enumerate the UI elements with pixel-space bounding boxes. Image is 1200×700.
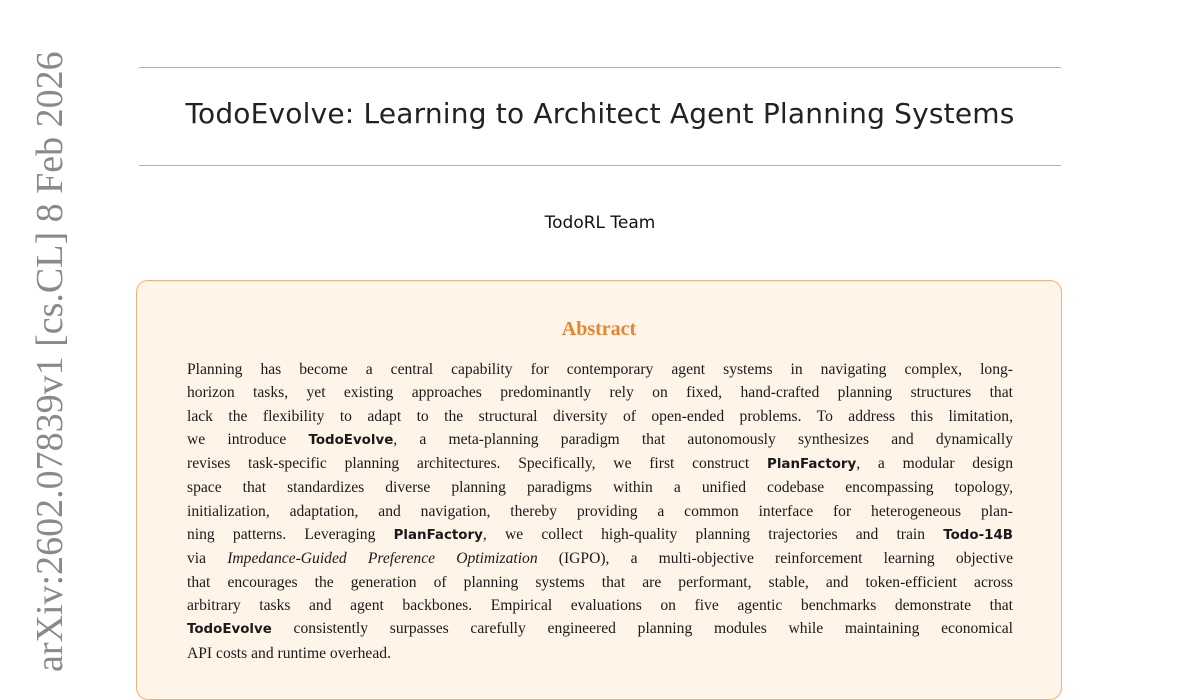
abstract-line bbox=[187, 405, 1013, 428]
abstract-text: arbitrary tasks and agent backbones. Empirical evaluations on five agentic benchmarks demonstrate that bbox=[187, 596, 1013, 614]
method-name: Impedance-Guided Preference Optimization bbox=[227, 550, 538, 568]
abstract-line bbox=[187, 617, 1013, 641]
arxiv-side-stamp bbox=[27, 51, 73, 672]
abstract-text: lack the flexibility to adapt to the structural diversity of open-ended problems. To address this limitation, bbox=[187, 407, 1013, 425]
abstract-text: , a modular design bbox=[856, 455, 1013, 473]
abstract-line bbox=[187, 500, 1013, 523]
abstract-text: (IGPO), a multi-objective reinforcement learning objective bbox=[537, 550, 1013, 568]
abstract-text: via bbox=[187, 550, 228, 568]
abstract-line bbox=[187, 571, 1013, 594]
abstract-text: that encourages the generation of planning systems that are performant, stable, and token-efficient across bbox=[187, 573, 1013, 591]
abstract-line bbox=[187, 642, 1013, 665]
abstract-line bbox=[187, 358, 1013, 381]
abstract-text: space that standardizes diverse planning paradigms within a unified codebase encompassing topology, bbox=[187, 479, 1013, 497]
abstract-heading: Abstract bbox=[561, 318, 637, 340]
abstract-text: consistently surpasses carefully engineered planning modules while maintaining economical bbox=[271, 620, 1013, 638]
abstract-line bbox=[187, 428, 1013, 452]
system-name: PlanFactory bbox=[767, 457, 857, 473]
abstract-text: revises task-specific planning architectures. Specifically, we first construct bbox=[187, 455, 768, 473]
paper-title: TodoEvolve: Learning to Architect Agent Planning Systems bbox=[185, 97, 1015, 130]
abstract-line bbox=[187, 452, 1013, 476]
abstract-text: ning patterns. Leveraging bbox=[187, 526, 394, 544]
system-name: TodoEvolve bbox=[308, 432, 394, 448]
abstract-text: , we collect high-quality planning trajectories and train bbox=[482, 526, 944, 544]
abstract-text: API costs and runtime overhead. bbox=[187, 644, 391, 662]
abstract-text: horizon tasks, yet existing approaches predominantly rely on fixed, hand-crafted planning structures that bbox=[187, 384, 1013, 402]
title-bottom-rule bbox=[139, 165, 1061, 166]
abstract-line bbox=[187, 547, 1013, 570]
arxiv-stamp-text: arXiv:2602.07839v1 [cs.CL] 8 Feb 2026 bbox=[29, 51, 71, 672]
abstract-text: we introduce bbox=[187, 430, 309, 448]
abstract-line bbox=[187, 381, 1013, 404]
system-name: Todo-14B bbox=[943, 528, 1013, 544]
system-name: PlanFactory bbox=[393, 528, 483, 544]
abstract-text: , a meta-planning paradigm that autonomously synthesizes and dynamically bbox=[393, 430, 1013, 448]
abstract-text: Planning has become a central capability for contemporary agent systems in navigating complex, long- bbox=[187, 361, 1013, 378]
abstract-line bbox=[187, 594, 1013, 617]
title-top-rule bbox=[139, 67, 1061, 68]
abstract-text: initialization, adaptation, and navigation, thereby providing a common interface for heterogeneous plan- bbox=[187, 502, 1013, 520]
abstract-line bbox=[187, 476, 1013, 499]
abstract-line bbox=[187, 523, 1013, 547]
abstract-body bbox=[187, 358, 1013, 662]
system-name: TodoEvolve bbox=[187, 622, 272, 638]
author-line: TodoRL Team bbox=[544, 213, 656, 233]
